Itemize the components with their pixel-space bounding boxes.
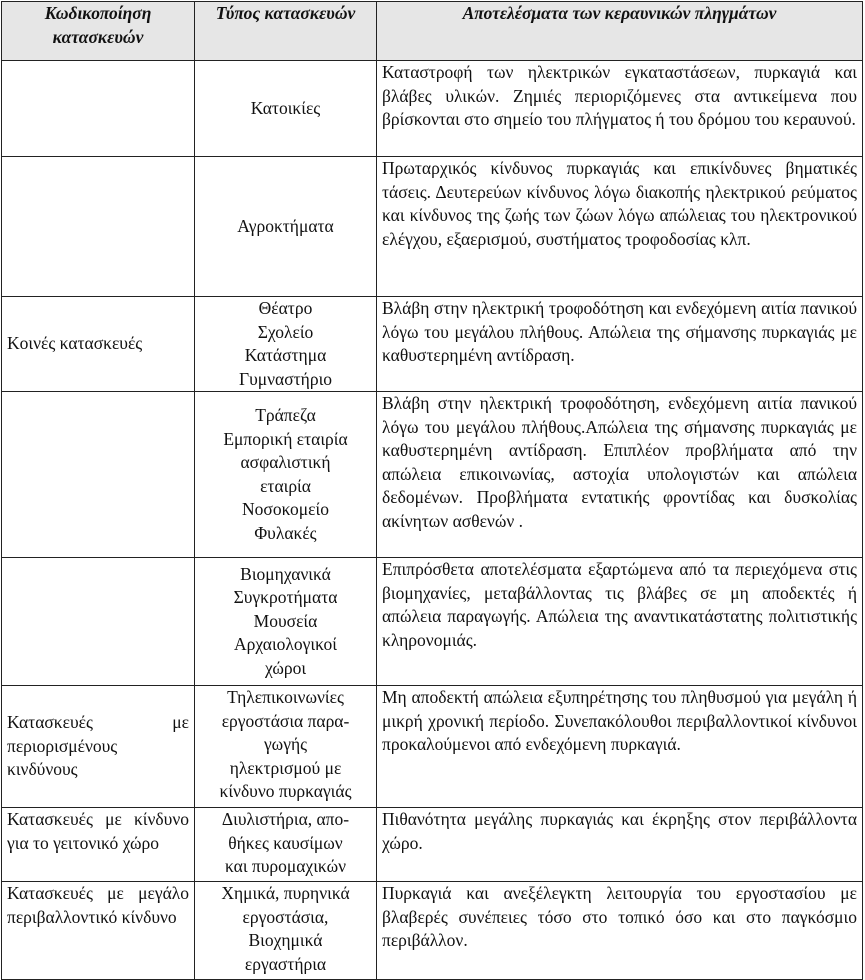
construction-type-item: Τράπεζα [255, 405, 316, 425]
construction-code-cell [2, 61, 195, 157]
construction-type-cell [195, 157, 377, 297]
construction-type-item: Νοσοκομείο [242, 499, 329, 519]
construction-type-cell [195, 558, 377, 686]
table-row [2, 392, 863, 558]
table-row [2, 558, 863, 686]
construction-type-item: Κατοικίες [250, 97, 321, 118]
construction-type-cell [195, 808, 377, 882]
construction-type-item: Βιοχημικά [248, 930, 323, 950]
construction-type-cell [195, 392, 377, 558]
lightning-effects-cell: Πυρκαγιά και ανεξέλεγκτη λειτουργία του εργοστασίου με βλαβερές συνέπειες τόσο στο τοπικό όσο και στο παγκόσμιο περιβάλλον. [377, 882, 863, 980]
construction-code-cell [2, 558, 195, 686]
construction-type-item: Μουσεία [253, 610, 318, 631]
construction-type-item: Εμπορική εταιρία [223, 428, 348, 449]
table-header-row [2, 2, 863, 61]
construction-type-item: εργοστάσια παρα- [221, 710, 350, 731]
construction-code-cell: Κατασκευές με μεγάλο περιβαλλοντικό κίνδυνο [2, 882, 195, 980]
construction-type-item: Σχολείο [257, 321, 314, 342]
construction-type-item: Χημικά, πυρηνικά [221, 883, 350, 903]
construction-code-cell: Κοινές κατασκευές [2, 297, 195, 392]
construction-type-item: Βιομηχανικά [240, 563, 331, 584]
construction-type-item: Θέατρο [258, 298, 313, 318]
construction-type-item: Διυλιστήρια, απο- [221, 809, 350, 829]
construction-code-cell: Κατασκευές με κίνδυνο για το γειτονικό χώρο [2, 808, 195, 882]
construction-type-item: Γυμναστήριο [238, 368, 333, 389]
lightning-effects-cell: Μη αποδεκτή απώλεια εξυπηρέτησης του πληθυσμού για μεγάλη ή μικρή χρονική περίοδο. Συνεπακόλουθοι περιβαλλοντικοί κίνδυνοι προκαλούμενοι από ενδεχόμενη πυρκαγιά. [377, 686, 863, 808]
construction-type-item: Φυλακές [254, 522, 317, 543]
construction-code-cell [2, 392, 195, 558]
construction-type-item: ασφαλιστική [240, 452, 331, 472]
header-type: Τύπος κατασκευών [195, 2, 377, 61]
construction-type-item: εργοστάσια, [242, 906, 329, 927]
lightning-effects-cell: Βλάβη στην ηλεκτρική τροφοδότηση, ενδεχόμενη αιτία πανικού λόγω του μεγάλου πλήθους.Απώλεια της σήμανσης πυρκαγιάς με καθυστερημένη αντίδραση. Επιπλέον προβλήματα από την απώλεια επικοινωνίας, αστοχία υπολογιστών και απώλεια δεδομένων. Προβλήματα εντατικής φροντίδας και δυσκολίας ακίνητων ασθενών . [377, 392, 863, 558]
lightning-effects-cell: Βλάβη στην ηλεκτρική τροφοδότηση και ενδεχόμενη αιτία πανικού λόγω του μεγάλου πλήθους. Απώλεια της σήμανσης πυρκαγιάς με καθυστερημένη αντίδραση. [377, 297, 863, 392]
construction-type-cell [195, 297, 377, 392]
table-row [2, 686, 863, 808]
table-row [2, 157, 863, 297]
construction-type-item: θήκες καυσίμων [228, 832, 343, 853]
construction-code-cell: Κατασκευές με περιορισμένους κινδύνους [2, 686, 195, 808]
table-row [2, 61, 863, 157]
table-row [2, 882, 863, 980]
construction-type-item: χώροι [264, 657, 307, 678]
header-effects: Αποτελέσματα των κεραυνικών πληγμάτων [377, 2, 863, 61]
table-row [2, 808, 863, 882]
construction-type-item: γωγής [263, 734, 308, 754]
construction-type-item: Αρχαιολογικοί [234, 634, 337, 655]
header-code: Κωδικοποίηση κατασκευών [2, 2, 195, 61]
construction-type-cell [195, 61, 377, 157]
construction-type-cell [195, 686, 377, 808]
construction-type-item: ηλεκτρισμού με [229, 757, 342, 778]
construction-type-item: Συγκροτήματα [233, 587, 338, 608]
lightning-effects-cell: Πρωταρχικός κίνδυνος πυρκαγιάς και επικίνδυνες βηματικές τάσεις. Δευτερεύων κίνδυνος λόγω διακοπής ηλεκτρικού ρεύματος και κίνδυνος της ζωής των ζώων λόγω απώλειας του ηλεκτρονικού ελέγχου, εξαερισμού, συστήματος τροφοδοσίας κλπ. [377, 157, 863, 297]
construction-type-item: Τηλεπικοινωνίες [227, 687, 344, 707]
lightning-effects-table [1, 1, 863, 980]
construction-type-item: εργαστήρια [244, 953, 327, 974]
construction-code-cell [2, 157, 195, 297]
construction-type-item: κίνδυνο πυρκαγιάς [219, 781, 352, 801]
construction-type-cell [195, 882, 377, 980]
construction-type-item: και πυρομαχικών [224, 856, 347, 876]
table-row [2, 297, 863, 392]
construction-type-item: Αγροκτήματα [237, 215, 334, 236]
lightning-effects-cell: Καταστροφή των ηλεκτρικών εγκαταστάσεων, πυρκαγιά και βλάβες υλικών. Ζημιές περιοριζόμενες στα αντικείμενα που βρίσκονται στο σημείο του πλήγματος ή του δρόμου του κεραυνού. [377, 61, 863, 157]
lightning-effects-cell: Πιθανότητα μεγάλης πυρκαγιάς και έκρηξης στον περιβάλλοντα χώρο. [377, 808, 863, 882]
lightning-effects-cell: Επιπρόσθετα αποτελέσματα εξαρτώμενα από τα περιεχόμενα στις βιομηχανίες, μεταβάλλοντας τις βλάβες σε μη αποδεκτές ή απώλεια παραγωγής. Απώλεια της αναντικατάστατης πολιτιστικής κληρονομιάς. [377, 558, 863, 686]
construction-type-item: εταιρία [260, 475, 311, 496]
table-body [2, 61, 863, 980]
construction-type-item: Κατάστημα [244, 345, 327, 365]
